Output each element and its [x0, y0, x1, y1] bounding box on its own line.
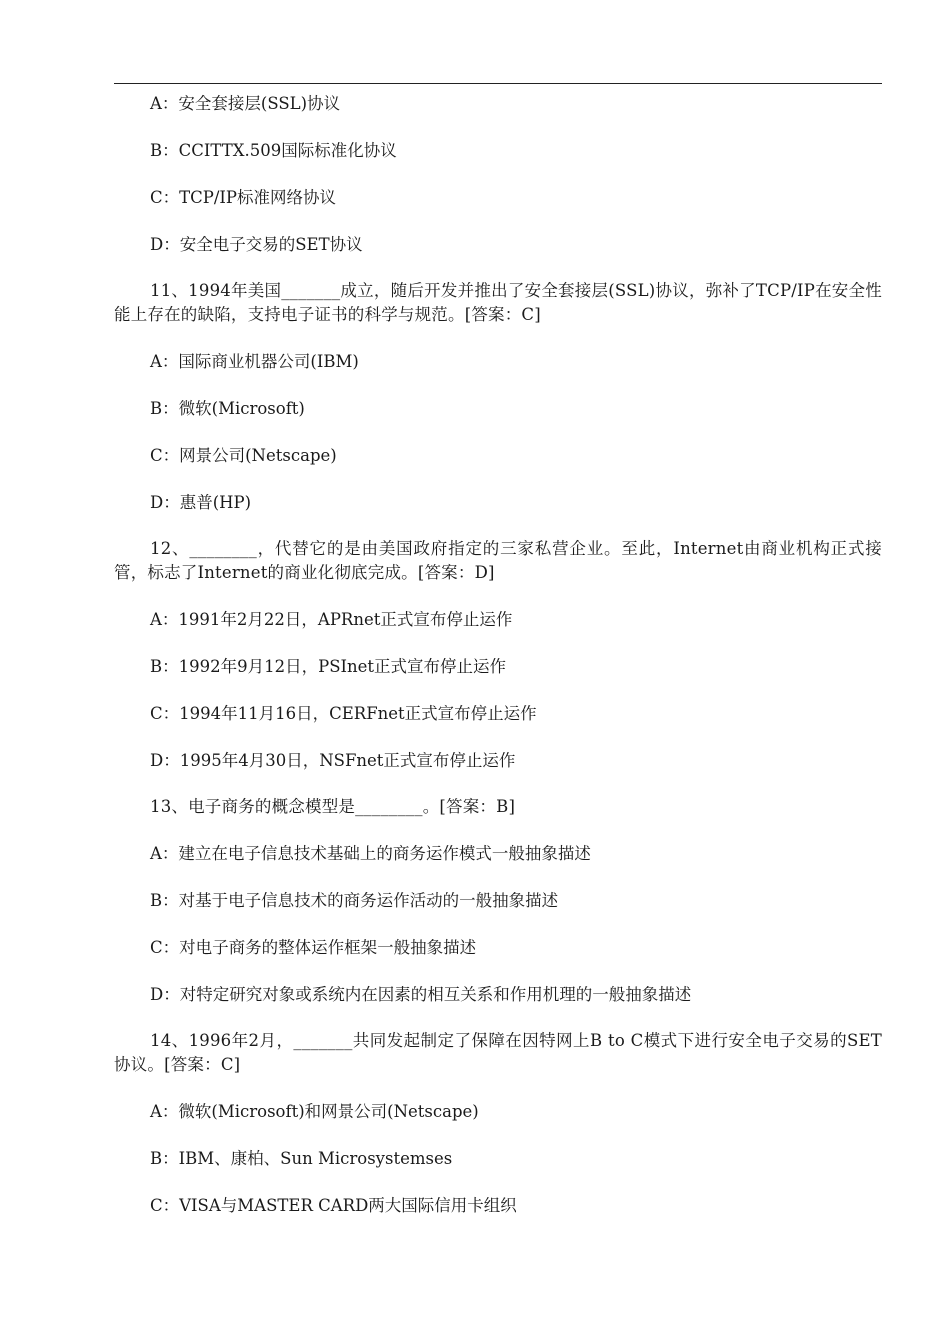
option-line: C：1994年11月16日，CERFnet正式宣布停止运作: [150, 704, 537, 723]
option-line: A：建立在电子信息技术基础上的商务运作模式一般抽象描述: [150, 844, 591, 863]
option-line: B：1992年9月12日，PSInet正式宣布停止运作: [150, 657, 507, 676]
question-14: 14、1996年2月，_______共同发起制定了保障在因特网上B to C模式下进行安全电子交易的SET协议。[答案：C]: [114, 1031, 882, 1074]
option-line: D：1995年4月30日，NSFnet正式宣布停止运作: [150, 751, 516, 770]
option-line: B：CCITTX.509国际标准化协议: [150, 141, 397, 160]
option-line: A：国际商业机器公司(IBM): [150, 352, 359, 371]
option-line: B：IBM、康柏、Sun Microsystemses: [150, 1149, 453, 1168]
question-list: [114, 92, 882, 1218]
option-line: C：对电子商务的整体运作框架一般抽象描述: [150, 938, 477, 957]
option-line: C：网景公司(Netscape): [150, 446, 337, 465]
header-rule: [114, 83, 882, 84]
question-12: 12、________，代替它的是由美国政府指定的三家私营企业。至此，Internet由商业机构正式接管，标志了Internet的商业化彻底完成。[答案：D]: [114, 539, 882, 582]
question-13: 13、电子商务的概念模型是________。[答案：B]: [150, 797, 516, 816]
option-line: A：微软(Microsoft)和网景公司(Netscape): [150, 1102, 479, 1121]
question-11: 11、1994年美国_______成立，随后开发并推出了安全套接层(SSL)协议，弥补了TCP/IP在安全性能上存在的缺陷，支持电子证书的科学与规范。[答案：C]: [114, 281, 882, 324]
option-line: D：对特定研究对象或系统内在因素的相互关系和作用机理的一般抽象描述: [150, 985, 692, 1004]
option-line: D：安全电子交易的SET协议: [150, 235, 363, 254]
option-line: A：1991年2月22日，APRnet正式宣布停止运作: [150, 610, 513, 629]
option-line: B：对基于电子信息技术的商务运作活动的一般抽象描述: [150, 891, 559, 910]
option-line: C：TCP/IP标准网络协议: [150, 188, 337, 207]
option-line: D：惠普(HP): [150, 493, 252, 512]
option-line: B：微软(Microsoft): [150, 399, 305, 418]
option-line: A：安全套接层(SSL)协议: [150, 94, 341, 113]
option-line: C：VISA与MASTER CARD两大国际信用卡组织: [150, 1196, 517, 1215]
